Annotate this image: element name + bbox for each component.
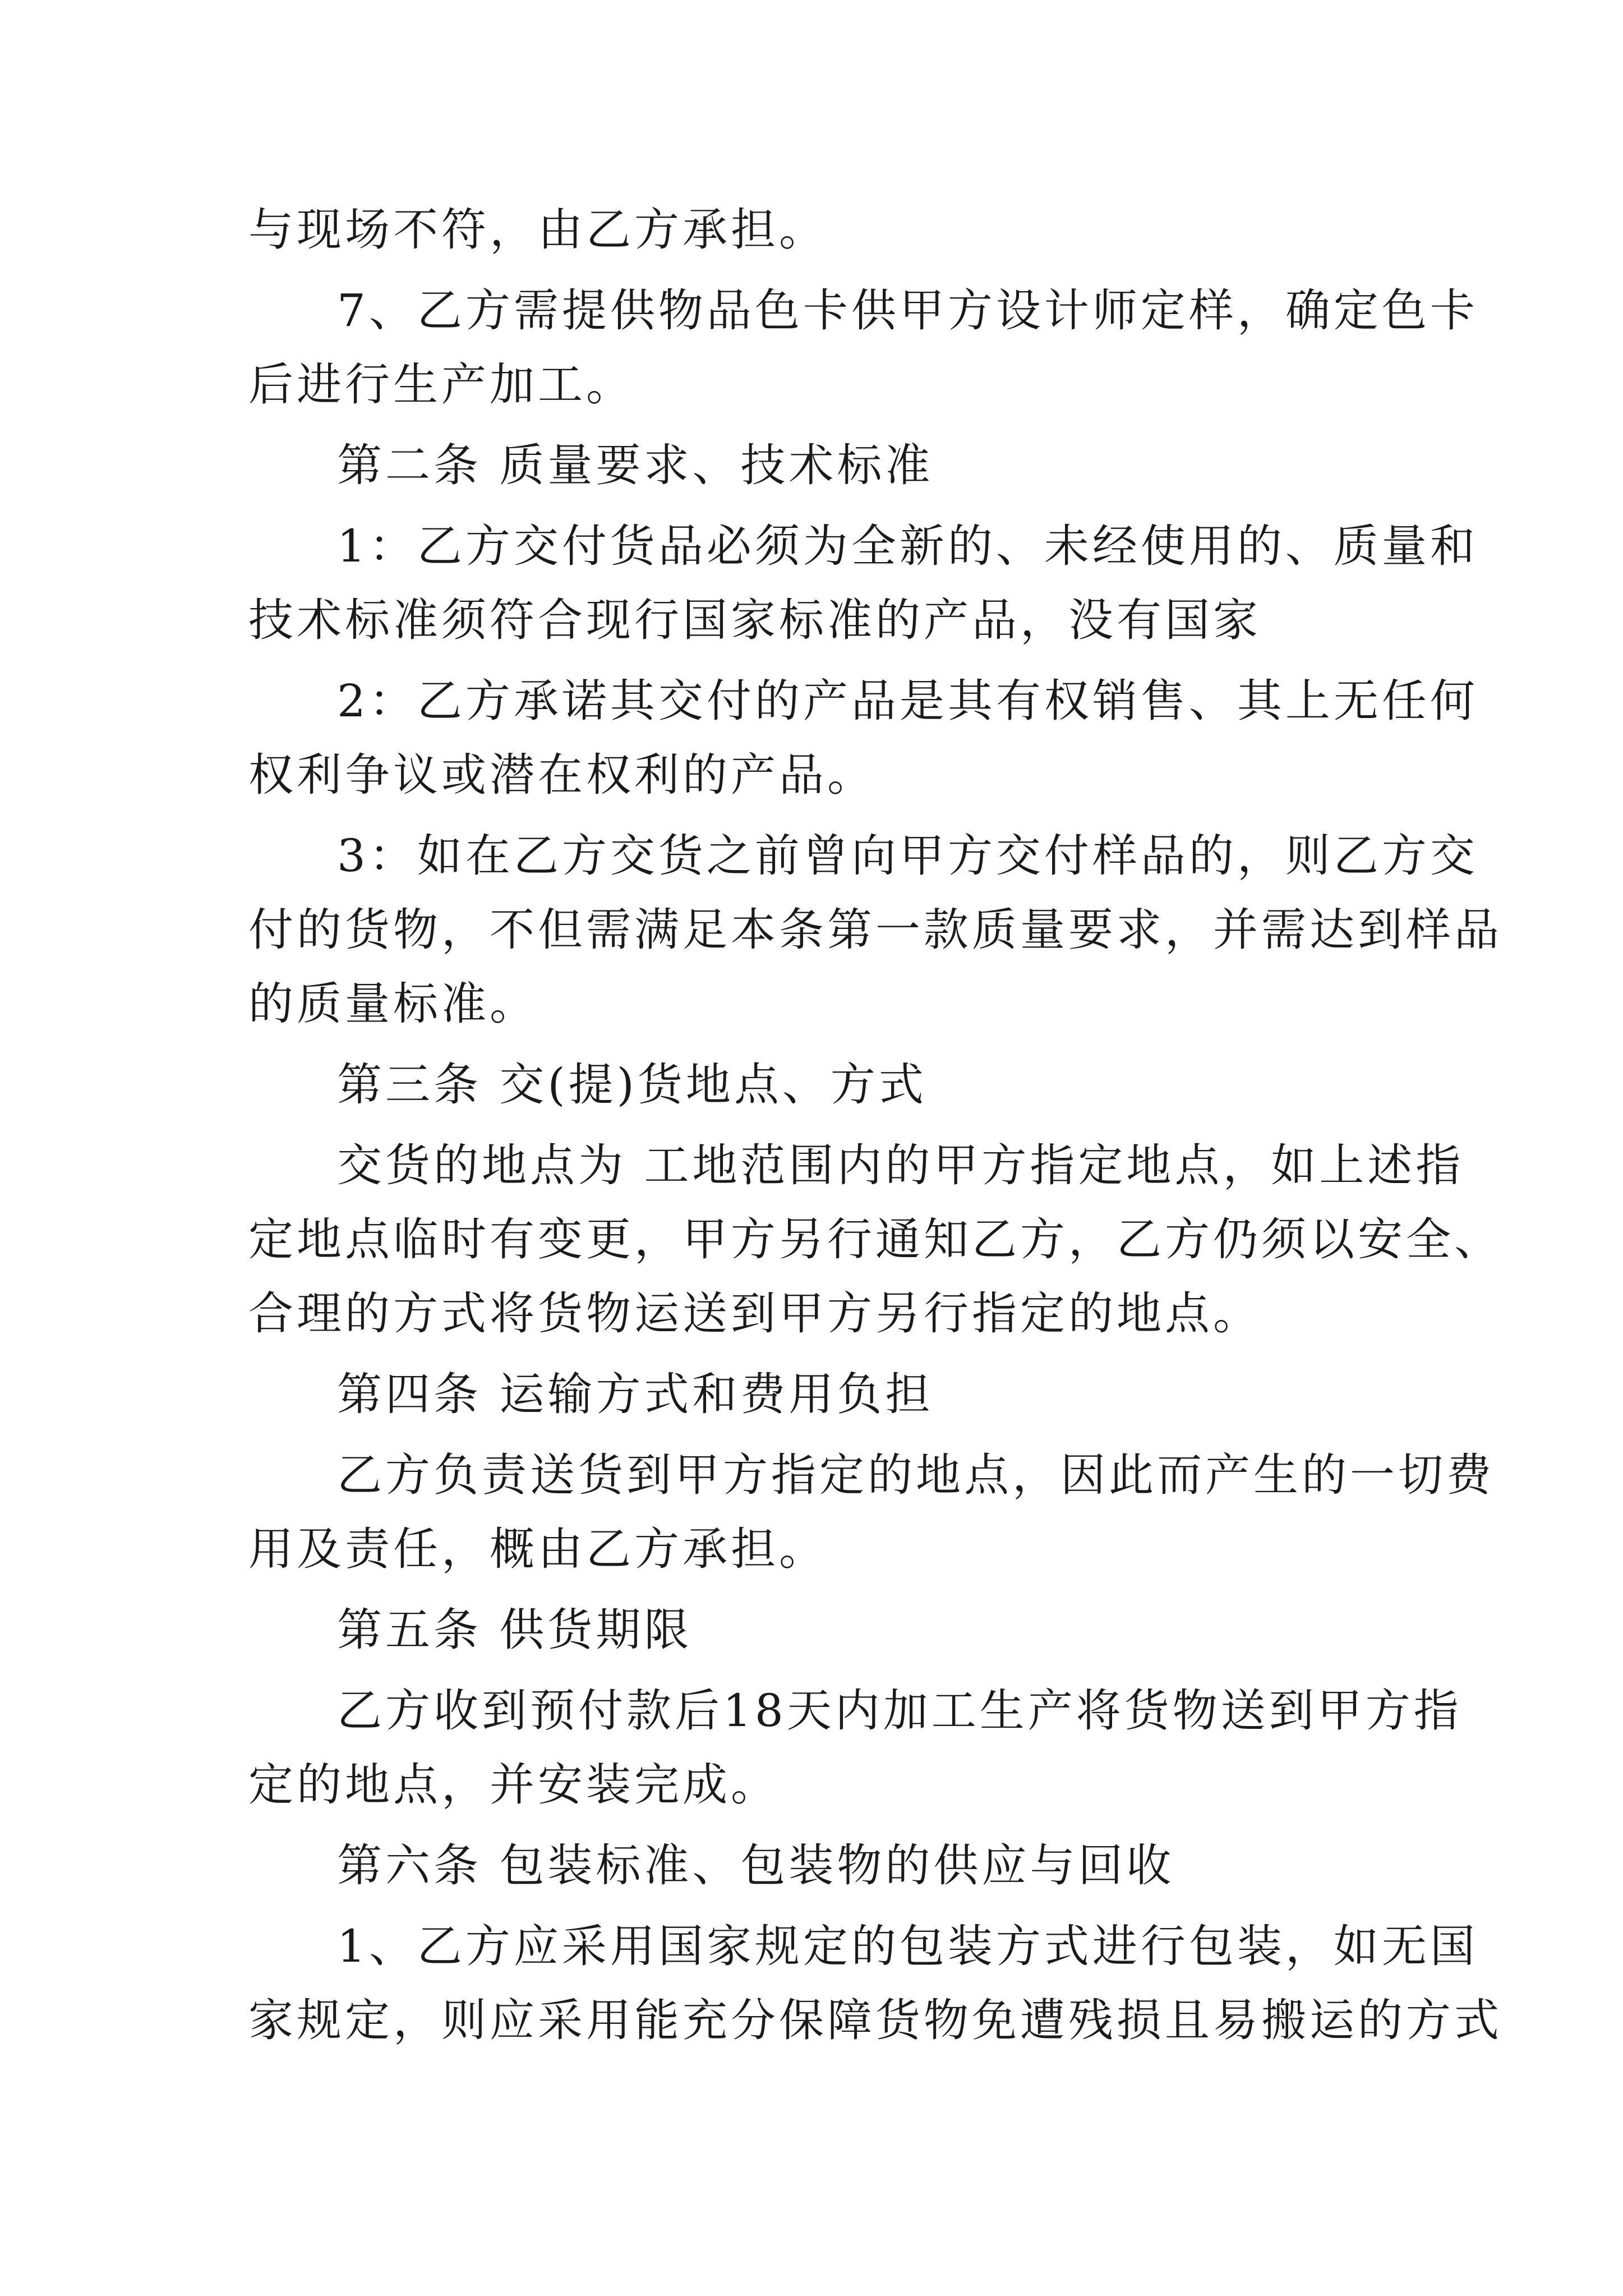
clause-7-line: 7、乙方需提供物品色卡供甲方设计师定样，确定色卡	[337, 284, 1478, 337]
text-line: 与现场不符，由乙方承担。	[248, 204, 827, 256]
text-line: 用及责任，概由乙方承担。	[248, 1523, 827, 1575]
item-3-line: 3：如在乙方交货之前曾向甲方交付样品的，则乙方交	[337, 830, 1478, 882]
text-line: 后进行生产加工。	[248, 358, 634, 411]
text-line: 付的货物，不但需满足本条第一款质量要求，并需达到样品	[248, 904, 1502, 956]
text-line: 技术标准须符合现行国家标准的产品，没有国家	[248, 594, 1261, 646]
supply-period-line: 乙方收到预付款后18天内加工生产将货物送到甲方指	[337, 1685, 1462, 1737]
article-5-heading: 第五条 供货期限	[337, 1604, 693, 1656]
packaging-item-1-line: 1、乙方应采用国家规定的包装方式进行包装，如无国	[337, 1920, 1478, 1972]
text-line: 定的地点，并安装完成。	[248, 1759, 779, 1811]
item-2-line: 2：乙方承诺其交付的产品是其有权销售、其上无任何	[337, 675, 1478, 727]
article-3-heading: 第三条 交(提)货地点、方式	[337, 1059, 927, 1111]
text-line: 定地点临时有变更，甲方另行通知乙方，乙方仍须以安全、	[248, 1213, 1502, 1266]
article-4-heading: 第四条 运输方式和费用负担	[337, 1368, 934, 1420]
transport-cost-line: 乙方负责送货到甲方指定的地点，因此而产生的一切费	[337, 1449, 1495, 1501]
contract-text	[248, 204, 1502, 2072]
text-line: 的质量标准。	[248, 978, 538, 1030]
delivery-location-line: 交货的地点为 工地范围内的甲方指定地点，如上述指	[337, 1139, 1464, 1191]
article-6-heading: 第六条 包装标准、包装物的供应与回收	[337, 1839, 1175, 1892]
item-1-line: 1：乙方交付货品必须为全新的、未经使用的、质量和	[337, 520, 1478, 572]
text-line: 家规定，则应采用能充分保障货物免遭残损且易搬运的方式	[248, 1994, 1502, 2046]
text-line: 合理的方式将货物运送到甲方另行指定的地点。	[248, 1287, 1261, 1340]
article-2-heading: 第二条 质量要求、技术标准	[337, 439, 934, 491]
text-line: 权利争议或潜在权利的产品。	[248, 749, 875, 801]
